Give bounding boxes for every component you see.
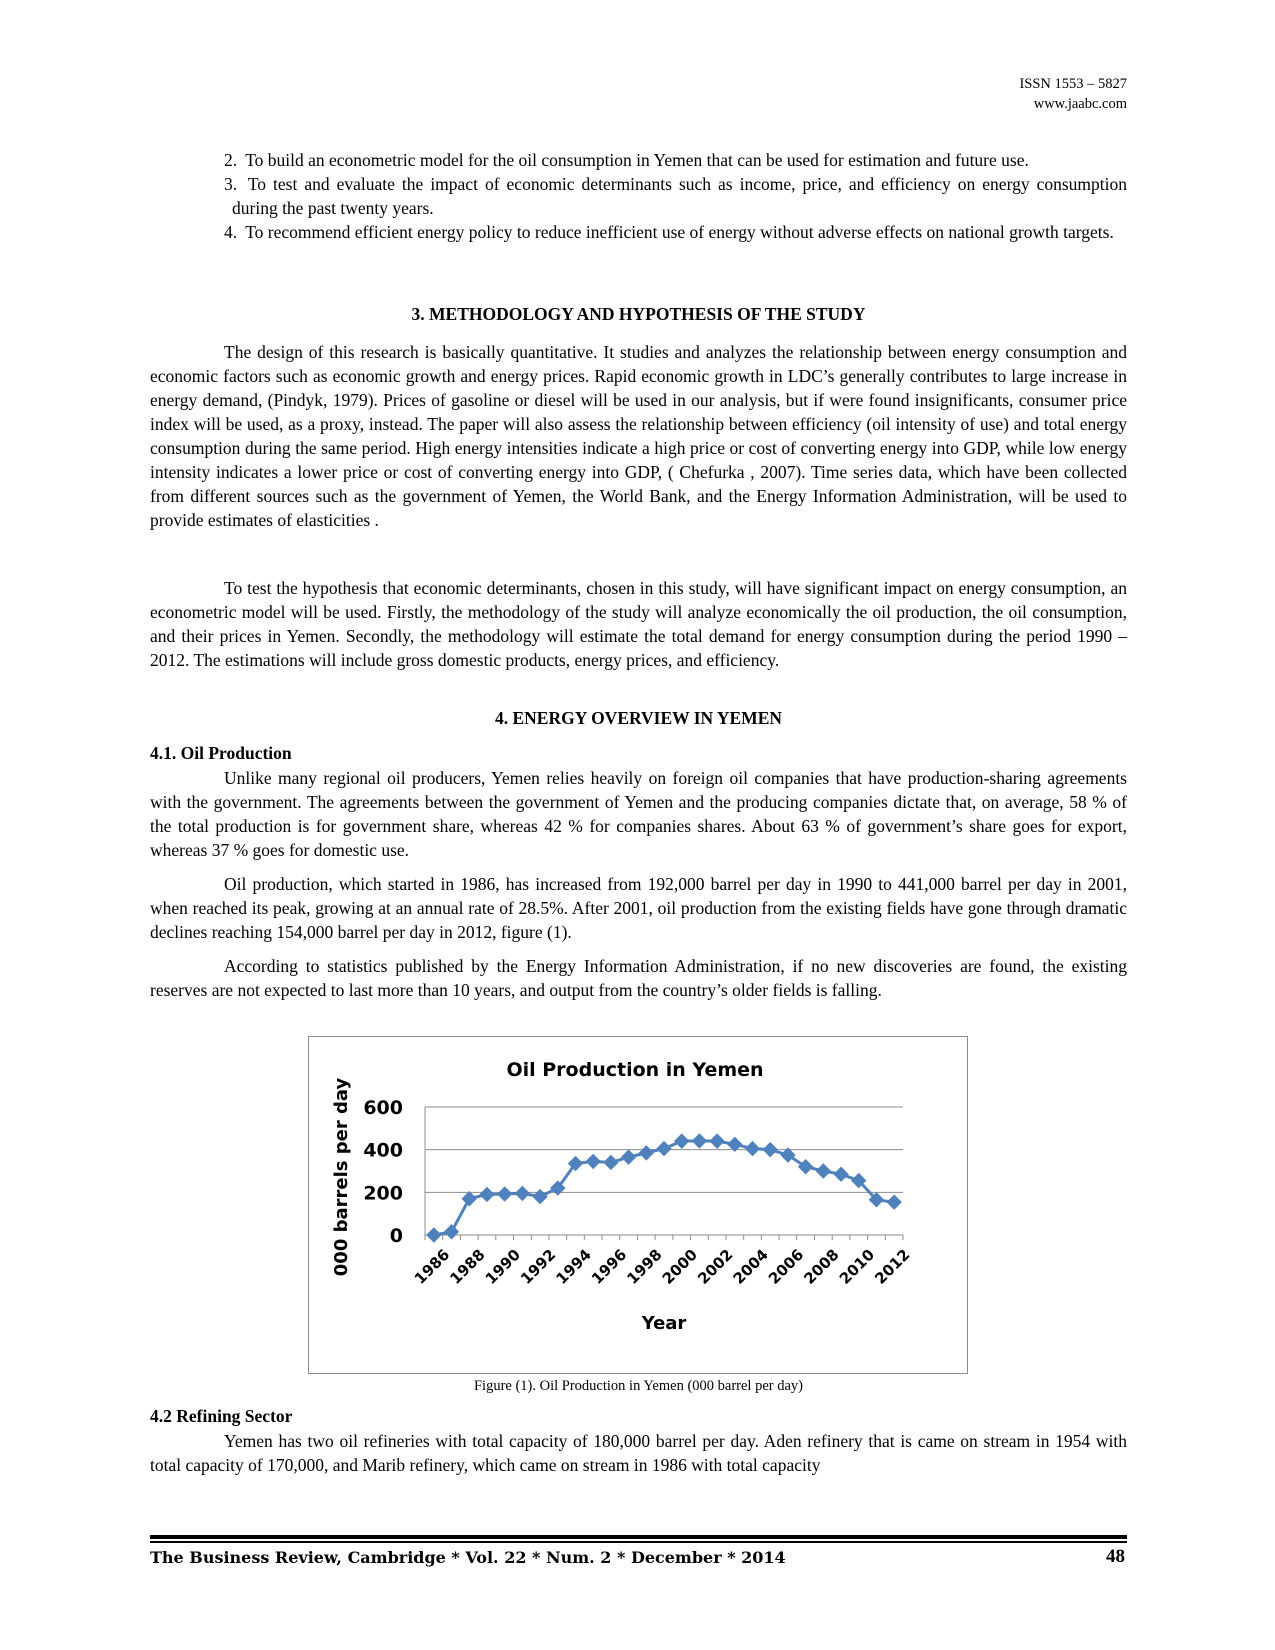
page-number: 48 (1106, 1546, 1125, 1567)
data-point (692, 1134, 706, 1148)
chart-title: Oil Production in Yemen (506, 1059, 764, 1081)
data-point (657, 1142, 671, 1156)
x-tick-label: 1998 (623, 1245, 666, 1288)
section-heading-methodology: 3. METHODOLOGY AND HYPOTHESIS OF THE STUDY (411, 304, 866, 324)
list-item (224, 172, 1127, 220)
data-point (586, 1154, 600, 1168)
x-tick-label: 2008 (800, 1245, 843, 1288)
data-point (462, 1192, 476, 1206)
x-tick-label: 2010 (835, 1245, 879, 1288)
list-text: To recommend efficient energy policy to reduce inefficient use of energy without adverse effects on national growth targets. (245, 222, 1114, 242)
paragraph-oil-production-3: According to statistics published by the Energy Information Administration, if no new discoveries are found, the existing reserves are not expected to last more than 10 years, and output from the country’s older fields is falling. (150, 956, 1127, 1000)
x-tick-label: 2012 (871, 1245, 914, 1288)
subsection-heading-oil-production: 4.1. Oil Production (150, 743, 292, 763)
list-number: 4. (224, 222, 238, 242)
footer-rule-thin (150, 1541, 1127, 1543)
x-tick-label: 2004 (729, 1245, 772, 1288)
footer-journal-citation: The Business Review, Cambridge * Vol. 22 * Num. 2 * December * 2014 (150, 1548, 786, 1567)
chart-frame (308, 1036, 968, 1374)
list-number: 2. (224, 150, 238, 170)
subsection-heading-refining: 4.2 Refining Sector (150, 1406, 293, 1426)
data-point (675, 1134, 689, 1148)
running-header (1019, 74, 1127, 114)
data-point (887, 1195, 901, 1209)
list-item (224, 148, 1127, 172)
paragraph-refining-1: Yemen has two oil refineries with total capacity of 180,000 barrel per day. Aden refinery that is came on stream in 1954 with total capacity of 170,000, and Marib refinery, which came on stream in 1986 with total capacity (150, 1431, 1127, 1475)
y-tick-label: 0 (389, 1225, 403, 1247)
objectives-list (224, 148, 1127, 244)
paragraph-methodology-1: The design of this research is basically quantitative. It studies and analyzes the relationship between energy consumption and economic factors such as economic growth and energy prices. Rapid economic growth in LDC’s generally contributes to large increase in energy demand, (Pindyk, 1979). Prices of gasoline or diesel will be used in our analysis, but if were found insignificants, consumer price index will be used, as a proxy, instead. The paper will also assess the relationship between efficiency (oil intensity of use) and total energy consumption during the same period. High energy intensities indicate a high price or cost of converting energy into GDP, while low energy intensity indicates a lower price or cost of converting energy into GDP, ( Chefurka , 2007). Time series data, which have been collected from different sources such as the government of Yemen, the World Bank, and the Energy Information Administration, will be used to provide estimates of elasticities . (150, 342, 1127, 530)
x-tick-label: 2000 (658, 1245, 702, 1288)
footer-rule-thick (150, 1535, 1127, 1539)
data-point (515, 1186, 529, 1200)
list-number: 3. (224, 174, 238, 194)
data-point (445, 1225, 459, 1239)
x-tick-label: 2006 (764, 1245, 808, 1288)
data-point (746, 1142, 760, 1156)
x-tick-label: 1990 (481, 1245, 524, 1288)
y-tick-label: 400 (363, 1139, 403, 1162)
list-item (224, 220, 1127, 244)
journal-website: www.jaabc.com (1033, 96, 1127, 112)
data-point (639, 1146, 653, 1160)
data-point (533, 1190, 547, 1204)
oil-production-chart (309, 1037, 967, 1373)
x-axis (411, 1235, 914, 1288)
x-axis-label: Year (641, 1313, 687, 1334)
x-tick-label: 1996 (587, 1245, 631, 1288)
data-point (604, 1155, 618, 1169)
data-point (480, 1187, 494, 1201)
data-point (427, 1228, 441, 1242)
data-point (834, 1167, 848, 1181)
data-point (498, 1187, 512, 1201)
data-point (816, 1164, 830, 1178)
paragraph-oil-production-2: Oil production, which started in 1986, has increased from 192,000 barrel per day in 1990 to 441,000 barrel per day in 2001, when reached its peak, growing at an annual rate of 28.5%. After 2001, oil production from the existing fields have gone through dramatic declines reaching 154,000 barrel per day in 2012, figure (1). (150, 874, 1127, 942)
section-heading-energy-overview: 4. ENERGY OVERVIEW IN YEMEN (494, 708, 783, 728)
data-point (763, 1143, 777, 1157)
figure-caption: Figure (1). Oil Production in Yemen (000 barrel per day) (473, 1378, 803, 1394)
issn: ISSN 1553 – 5827 (1019, 76, 1127, 92)
y-axis (363, 1097, 425, 1247)
y-tick-label: 200 (363, 1182, 403, 1205)
paragraph-methodology-2: To test the hypothesis that economic determinants, chosen in this study, will have significant impact on energy consumption, an econometric model will be used. Firstly, the methodology of the study will analyze economically the oil production, the oil consumption, and their prices in Yemen. Secondly, the methodology will estimate the total demand for energy consumption during the period 1990 – 2012. The estimations will include gross domestic products, energy prices, and efficiency. (150, 578, 1127, 670)
list-text: To build an econometric model for the oil consumption in Yemen that can be used for estimation and future use. (245, 150, 1029, 170)
y-tick-label: 600 (363, 1097, 403, 1119)
paragraph-oil-production-1: Unlike many regional oil producers, Yemen relies heavily on foreign oil companies that have production-sharing agreements with the government. The agreements between the government of Yemen and the producing companies dictate that, on average, 58 % of the total production is for government share, whereas 42 % for companies shares. About 63 % of government’s share goes for export, whereas 37 % goes for domestic use. (150, 768, 1127, 860)
x-tick-label: 1994 (552, 1245, 595, 1288)
data-point (622, 1150, 636, 1164)
x-tick-label: 1986 (410, 1245, 454, 1288)
x-tick-label: 1992 (517, 1245, 560, 1288)
x-tick-label: 2002 (694, 1245, 737, 1288)
data-point (710, 1134, 724, 1148)
y-axis-label: 000 barrels per day (331, 1077, 352, 1277)
list-text: To test and evaluate the impact of economic determinants such as income, price, and efficiency on energy consumption during the past twenty years. (232, 174, 1128, 218)
x-tick-label: 1988 (446, 1245, 489, 1288)
